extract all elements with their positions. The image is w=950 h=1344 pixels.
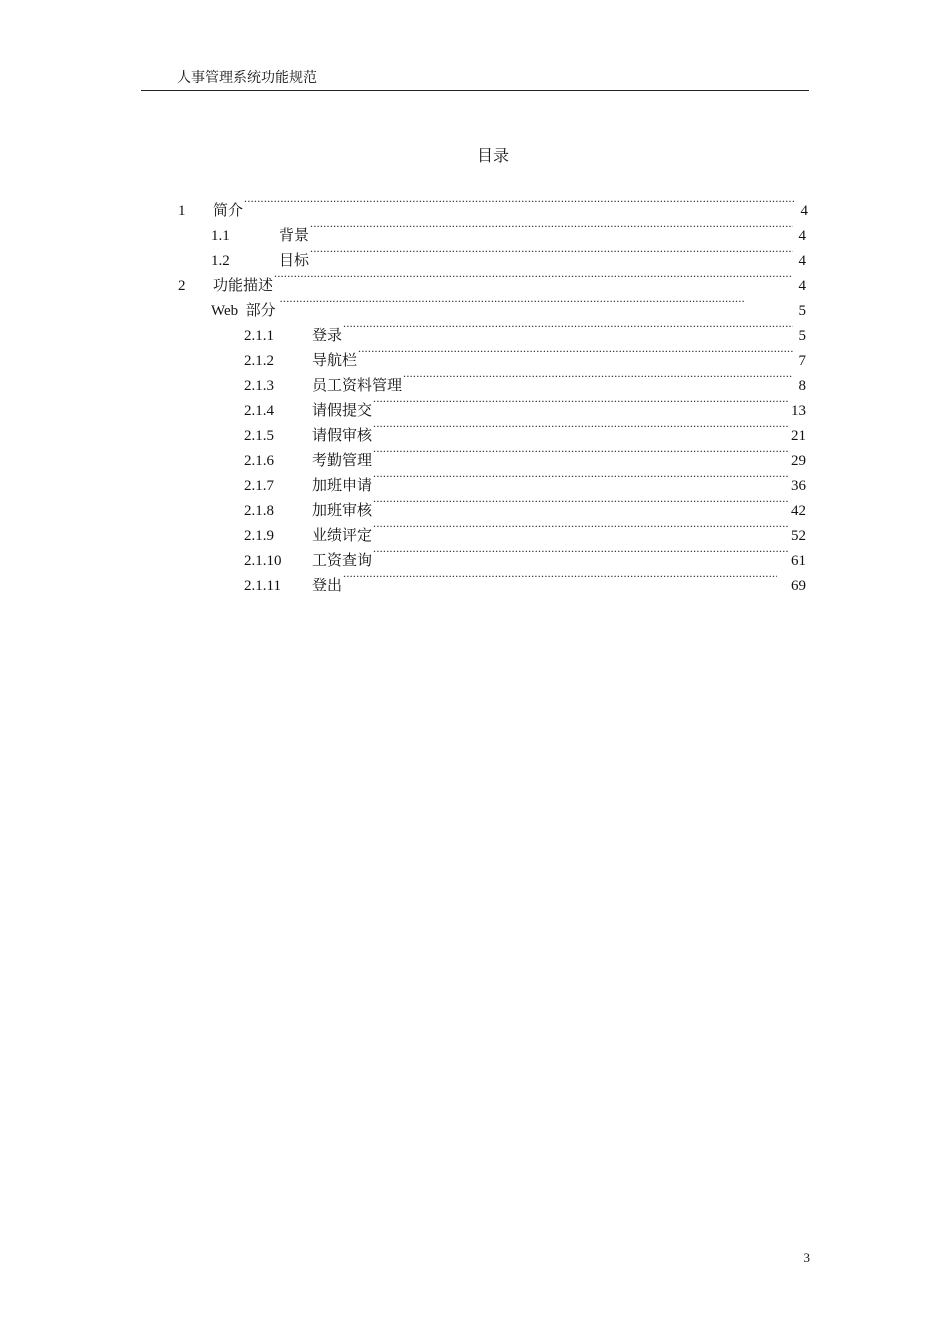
toc-entry[interactable] — [178, 191, 808, 219]
toc-entry-number: 2.1.10 — [244, 553, 282, 569]
toc-entry-label: 背景 — [279, 228, 310, 244]
toc-entry[interactable] — [211, 291, 806, 319]
toc-leader-dots — [373, 416, 788, 440]
toc-entry-label: 考勤管理 — [312, 453, 373, 469]
toc-entry-label: 简介 — [213, 203, 244, 219]
toc-entry-label: 加班审核 — [312, 503, 373, 519]
toc-entry-page: 8 — [798, 378, 806, 394]
toc-entry-page: 29 — [791, 453, 806, 469]
toc-entry-number: 2 — [178, 278, 186, 294]
toc-entry-label: 加班申请 — [312, 478, 373, 494]
toc-entry-number: 1.2 — [211, 253, 230, 269]
toc-entry-number: 2.1.9 — [244, 528, 274, 544]
toc-entry[interactable] — [244, 441, 806, 469]
toc-entry[interactable] — [244, 466, 806, 494]
toc-entry[interactable] — [244, 391, 806, 419]
toc-entry-number: 2.1.2 — [244, 353, 274, 369]
toc-entry[interactable] — [178, 266, 806, 294]
toc-entry-page: 4 — [798, 278, 806, 294]
toc-entry-page: 61 — [791, 553, 806, 569]
toc-leader-dots — [343, 566, 777, 590]
toc-entry[interactable] — [244, 541, 806, 569]
page-number: 3 — [803, 1250, 810, 1265]
toc-entry-label: Web 部分 — [211, 303, 276, 319]
toc-leader-dots — [310, 216, 793, 240]
toc-entry-page: 4 — [798, 228, 806, 244]
toc-entry-label: 业绩评定 — [312, 528, 373, 544]
toc-leader-dots — [373, 541, 788, 565]
toc-entry-number: 1 — [178, 203, 186, 219]
toc-leader-dots — [373, 441, 788, 465]
toc-entry-number: 2.1.3 — [244, 378, 274, 394]
toc-leader-dots — [358, 341, 793, 365]
toc-entry-number: 1.1 — [211, 228, 230, 244]
toc-entry-number: 2.1.6 — [244, 453, 274, 469]
toc-leader-dots — [373, 491, 788, 515]
toc-entry-number: 2.1.8 — [244, 503, 274, 519]
toc-leader-dots — [274, 266, 793, 290]
toc-entry[interactable] — [244, 416, 806, 444]
toc-leader-dots — [373, 516, 788, 540]
toc-entry-label: 登出 — [312, 578, 343, 594]
toc-leader-dots — [310, 241, 793, 265]
toc-entry-number: 2.1.11 — [244, 578, 281, 594]
toc-entry-number: 2.1.1 — [244, 328, 274, 344]
toc-entry-page: 69 — [791, 578, 806, 594]
toc-entry-page: 5 — [798, 303, 806, 319]
toc-entry[interactable] — [211, 241, 806, 269]
toc-entry[interactable] — [244, 566, 806, 594]
toc-entry-label: 目标 — [279, 253, 310, 269]
toc-entry-number: 2.1.7 — [244, 478, 274, 494]
toc-entry[interactable] — [244, 341, 806, 369]
toc-leader-dots — [373, 466, 788, 490]
header-title: 人事管理系统功能规范 — [177, 71, 317, 86]
toc-entry-number: 2.1.5 — [244, 428, 274, 444]
toc-leader-dots — [343, 316, 793, 340]
toc-leader-dots — [373, 391, 788, 415]
toc-entry-label: 员工资料管理 — [312, 378, 403, 394]
toc-entry-label: 工资查询 — [312, 553, 373, 569]
toc-entry-number: 2.1.4 — [244, 403, 274, 419]
toc-entry-page: 4 — [800, 203, 808, 219]
toc-title: 目录 — [476, 148, 509, 165]
toc-entry-label: 登录 — [312, 328, 343, 344]
toc-entry-label: 请假提交 — [312, 403, 373, 419]
toc-entry-page: 13 — [791, 403, 806, 419]
toc-leader-dots — [403, 366, 793, 390]
toc-entry[interactable] — [244, 491, 806, 519]
toc-entry-page: 7 — [798, 353, 806, 369]
toc-entry-page: 21 — [791, 428, 806, 444]
toc-entry[interactable] — [244, 316, 806, 344]
toc-entry-page: 42 — [791, 503, 806, 519]
toc-entry-page: 52 — [791, 528, 806, 544]
running-header — [141, 70, 809, 91]
toc-entry-label: 请假审核 — [312, 428, 373, 444]
toc-leader-dots — [280, 291, 744, 315]
toc-leader-dots — [244, 191, 795, 215]
toc-entry-page: 5 — [798, 328, 806, 344]
toc-entry[interactable] — [211, 216, 806, 244]
toc-entry-label: 功能描述 — [213, 278, 274, 294]
toc-entry-page: 36 — [791, 478, 806, 494]
toc-entry-label: 导航栏 — [312, 353, 358, 369]
toc-entry-page: 4 — [798, 253, 806, 269]
toc-entry[interactable] — [244, 516, 806, 544]
toc-entry[interactable] — [244, 366, 806, 394]
